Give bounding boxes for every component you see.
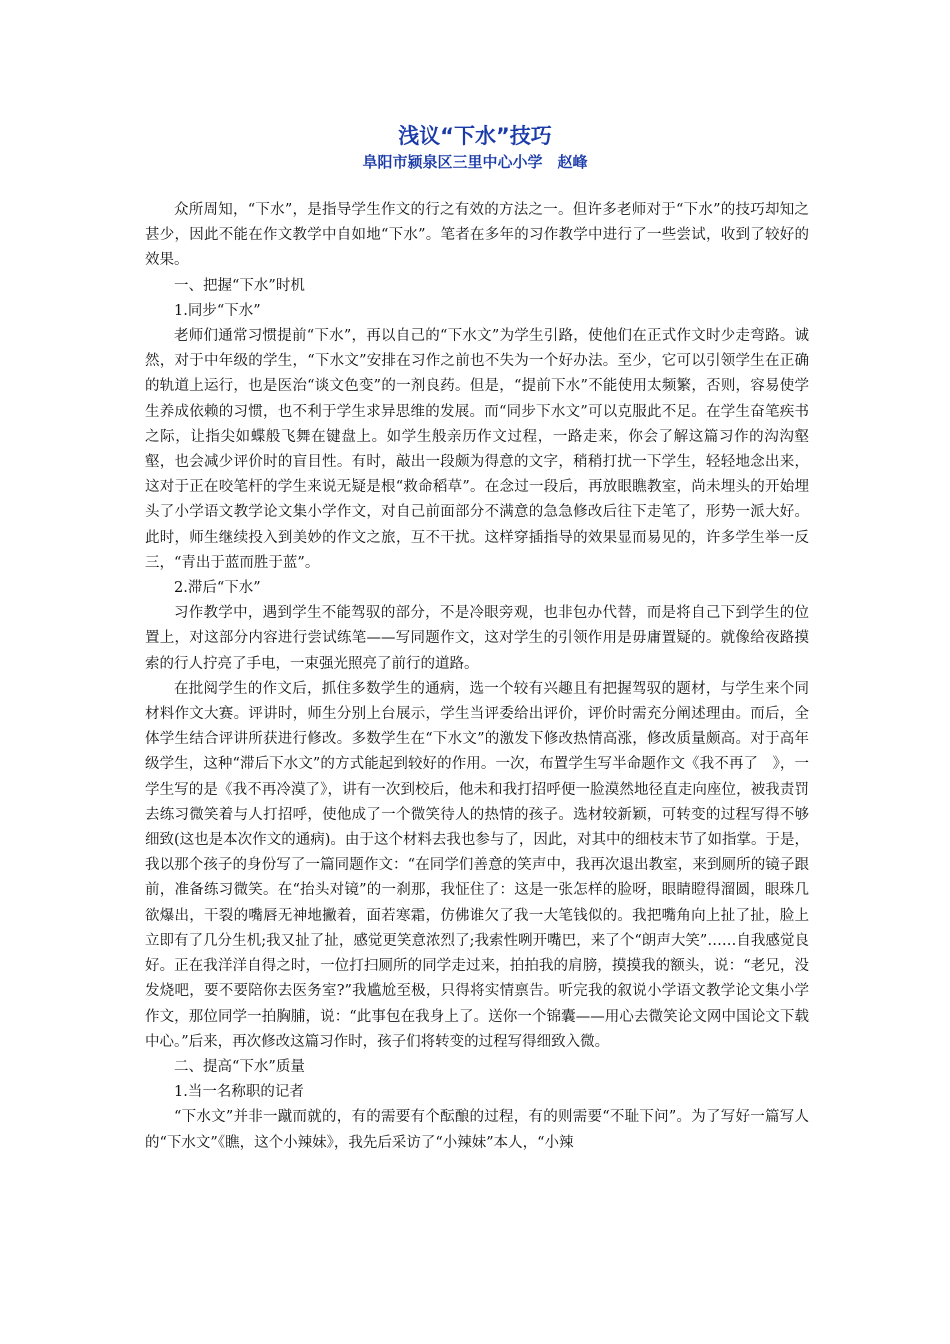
subheading-1-1: 1.同步“下水”	[174, 302, 261, 319]
paragraph-intro: 众所周知，“下水”，是指导学生作文的行之有效的方法之一。但许多老师对于“下水”的技巧却知之甚少，因此不能在作文教学中自如地“下水”。笔者在多年的习作教学中进行了一些尝试，收到了较好的效果。	[145, 202, 809, 269]
paragraph-sync: 老师们通常习惯提前“下水”，再以自己的“下水文”为学生引路，使他们在正式作文时少走弯路。诚然，对于中年级的学生，“下水文”安排在习作之前也不失为一个好办法。至少，它可以引领学生在正确的轨道上运行，也是医治“谈文色变”的一剂良药。但是，“提前下水”不能使用太频繁，否则，容易使学生养成依赖的习惯，也不利于学生求异思维的发展。而“同步下水文”可以克服此不足。在学生奋笔疾书之际，让指尖如蝶般飞舞在键盘上。如学生般亲历作文过程，一路走来，你会了解这篇习作的沟沟壑壑，也会减少评价时的盲目性。有时，敲出一段颇为得意的文字，稍稍打扰一下学生，轻轻地念出来，这对于正在咬笔杆的学生来说无疑是根“救命稻草”。在念过一段后，再放眼瞧教室，尚未埋头的开始埋头了小学语文教学论文集小学作文，对自己前面部分不满意的急急修改后往下走笔了，形势一派大好。此时，师生继续投入到美妙的作文之旅，互不干扰。这样穿插指导的效果显而易见的，许多学生举一反三，“青出于蓝而胜于蓝”。	[145, 328, 809, 571]
paragraph-reporter: “下水文”并非一蹴而就的，有的需要有个酝酿的过程，有的则需要“不耻下问”。为了写好一篇写人的“下水文”《瞧，这个小辣妹》，我先后采访了“小辣妹”本人，“小辣	[145, 1109, 809, 1151]
subheading-2-1: 1.当一名称职的记者	[174, 1084, 304, 1101]
document-title: 浅议“下水”技巧	[398, 124, 552, 148]
paragraph-delay-1: 习作教学中，遇到学生不能驾驭的部分，不是冷眼旁观，也非包办代替，而是将自己下到学生的位置上，对这部分内容进行尝试练笔——写同题作文，这对学生的引领作用是毋庸置疑的。就像给夜路摸索的行人拧亮了手电，一束强光照亮了前行的道路。	[145, 605, 809, 672]
section-heading-1: 一、把握“下水”时机	[174, 277, 305, 294]
section-heading-2: 二、提高“下水”质量	[174, 1058, 305, 1075]
subheading-1-2: 2.滞后“下水”	[174, 580, 261, 597]
document-body	[145, 198, 809, 1156]
paragraph-delay-2: 在批阅学生的作文后，抓住多数学生的通病，选一个较有兴趣且有把握驾驭的题材，与学生来个同材料作文大赛。评讲时，师生分别上台展示，学生当评委给出评价，评价时需充分阐述理由。而后，全体学生结合评讲所获进行修改。多数学生在“下水文”的激发下修改热情高涨，修改质量颇高。对于高年级学生，这种“滞后下水文”的方式能起到较好的作用。一次，布置学生写半命题作文《我不再了 》，一学生写的是《我不再冷漠了》，讲有一次到校后，他未和我打招呼便一脸漠然地径直走向座位，被我责罚去练习微笑着与人打招呼，使他成了一个微笑待人的热情的孩子。选材较新颖，可转变的过程写得不够细致(这也是本次作文的通病)。由于这个材料去我也参与了，因此，对其中的细枝末节了如指掌。于是，我以那个孩子的身份写了一篇同题作文：“在同学们善意的笑声中，我再次退出教室，来到厕所的镜子跟前，准备练习微笑。在“抬头对镜”的一刹那，我怔住了：这是一张怎样的脸呀，眼睛瞪得溜圆，眼珠几欲爆出，干裂的嘴唇无神地撇着，面若寒霜，仿佛谁欠了我一大笔钱似的。我把嘴角向上扯了扯，脸上立即有了几分生机;我又扯了扯，感觉更笑意浓烈了;我索性咧开嘴巴，来了个“朗声大笑”……自我感觉良好。正在我洋洋自得之时，一位打扫厕所的同学走过来，拍拍我的肩膀，摸摸我的额头，说：“老兄，没发烧吧，要不要陪你去医务室?”我尴尬至极，只得将实情禀告。听完我的叙说小学语文教学论文集小学作文，那位同学一拍胸脯，说：“此事包在我身上了。送你一个锦囊——用心去微笑论文网中国论文下载中心。”后来，再次修改这篇习作时，孩子们将转变的过程写得细致入微。	[145, 680, 809, 1050]
document-author-line: 阜阳市颍泉区三里中心小学 赵峰	[362, 153, 588, 171]
